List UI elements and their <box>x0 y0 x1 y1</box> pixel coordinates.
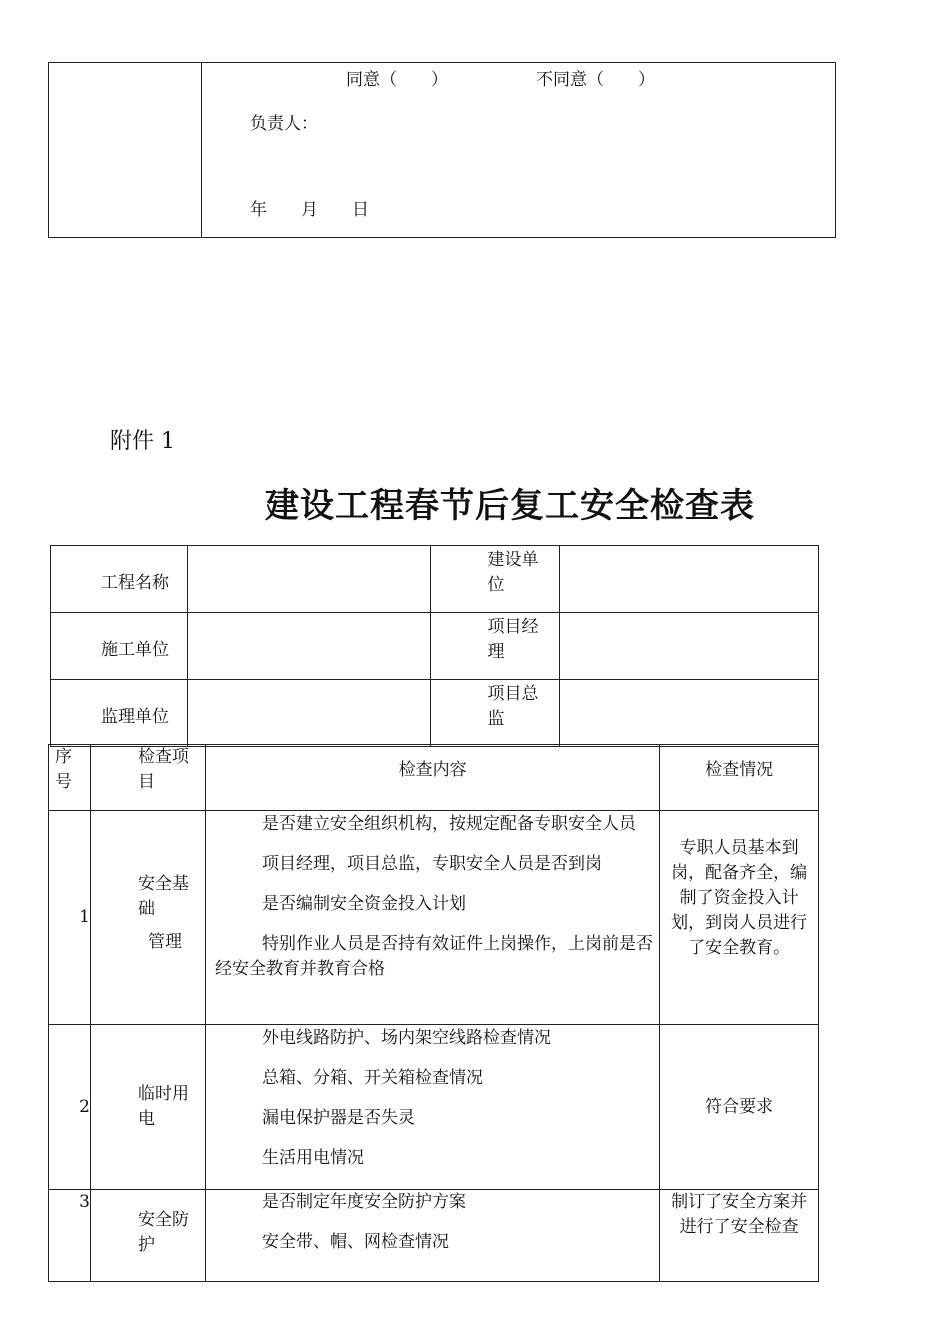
supervisor-label: 监理单位 <box>101 707 169 727</box>
approval-label-cell <box>49 63 202 238</box>
row-item-text-2: 管理 <box>147 932 182 952</box>
row-item <box>90 811 205 1025</box>
content-line: 特别作业人员是否持有效证件上岗操作，上岗前是否经安全教育并教育合格 <box>214 934 653 979</box>
row-result <box>660 811 819 1025</box>
header-result-text: 检查情况 <box>705 760 774 780</box>
pm-label: 项目经理 <box>487 617 539 662</box>
approval-table <box>48 62 836 238</box>
header-item <box>90 745 205 811</box>
disagree-option: 不同意（ ） <box>536 70 655 90</box>
chief-supervisor-value <box>560 680 819 747</box>
row-content <box>205 1025 659 1190</box>
supervisor-value <box>187 680 431 747</box>
row-item-text: 临时用电 <box>137 1084 189 1129</box>
project-name-value <box>187 546 431 613</box>
header-result <box>660 745 819 811</box>
row-result <box>660 1190 819 1282</box>
builder-value <box>560 546 819 613</box>
content-line: 总箱、分箱、开关箱检查情况 <box>261 1068 483 1088</box>
row-result-text: 专职人员基本到岗，配备齐全，编制了资金投入计划，到岗人员进行了安全教育。 <box>671 838 808 958</box>
project-name-label: 工程名称 <box>101 573 169 593</box>
row-no <box>49 1190 91 1282</box>
row-result-text: 符合要求 <box>705 1096 774 1117</box>
content-line: 是否建立安全组织机构，按规定配备专职安全人员 <box>261 814 636 834</box>
header-item-text: 检查项目 <box>137 747 189 792</box>
project-name-label-cell <box>51 546 188 613</box>
content-line: 生活用电情况 <box>261 1148 364 1168</box>
row-item-text: 安全防护 <box>137 1209 189 1255</box>
approval-content-cell <box>202 63 836 238</box>
row-content <box>205 811 659 1025</box>
table-row <box>49 1025 819 1190</box>
chief-supervisor-label: 项目总监 <box>487 684 539 729</box>
row-no <box>49 1025 91 1190</box>
page-title: 建设工程春节后复工安全检查表 <box>265 486 755 526</box>
pm-label-cell <box>431 613 560 680</box>
row-item-text: 安全基础 <box>137 874 189 919</box>
row-no <box>49 811 91 1025</box>
constructor-value <box>187 613 431 680</box>
header-no <box>49 745 91 811</box>
table-header-row <box>49 745 819 811</box>
header-content-text: 检查内容 <box>398 760 467 780</box>
constructor-label: 施工单位 <box>101 640 169 660</box>
safety-check-table <box>48 744 819 1282</box>
content-line: 外电线路防护、场内架空线路检查情况 <box>261 1028 551 1048</box>
content-line: 漏电保护器是否失灵 <box>261 1108 415 1128</box>
builder-label-cell <box>431 546 560 613</box>
content-line: 安全带、帽、网检查情况 <box>261 1232 449 1252</box>
row-no-text: 1 <box>79 907 90 927</box>
content-line: 是否制定年度安全防护方案 <box>261 1192 466 1212</box>
table-row <box>49 811 819 1025</box>
header-content <box>205 745 659 811</box>
agree-option: 同意（ ） <box>346 70 448 90</box>
builder-label: 建设单位 <box>487 550 539 595</box>
table-row <box>49 1190 819 1282</box>
content-line: 是否编制安全资金投入计划 <box>261 894 466 914</box>
content-line: 项目经理，项目总监，专职安全人员是否到岗 <box>261 854 602 874</box>
row-item <box>90 1190 205 1282</box>
approval-date-label: 年 月 日 <box>250 200 369 220</box>
constructor-label-cell <box>51 613 188 680</box>
chief-supervisor-label-cell <box>431 680 560 747</box>
row-item <box>90 1025 205 1190</box>
row-content <box>205 1190 659 1282</box>
header-no-text: 序号 <box>55 747 72 792</box>
row-result-text: 制订了安全方案并进行了安全检查 <box>671 1192 808 1237</box>
project-info-table <box>50 545 819 747</box>
attachment-label: 附件 1 <box>110 429 175 454</box>
responsible-person-label: 负责人： <box>250 114 318 134</box>
supervisor-label-cell <box>51 680 188 747</box>
row-no-text: 3 <box>79 1192 90 1212</box>
row-result <box>660 1025 819 1190</box>
pm-value <box>560 613 819 680</box>
row-no-text: 2 <box>79 1096 90 1117</box>
